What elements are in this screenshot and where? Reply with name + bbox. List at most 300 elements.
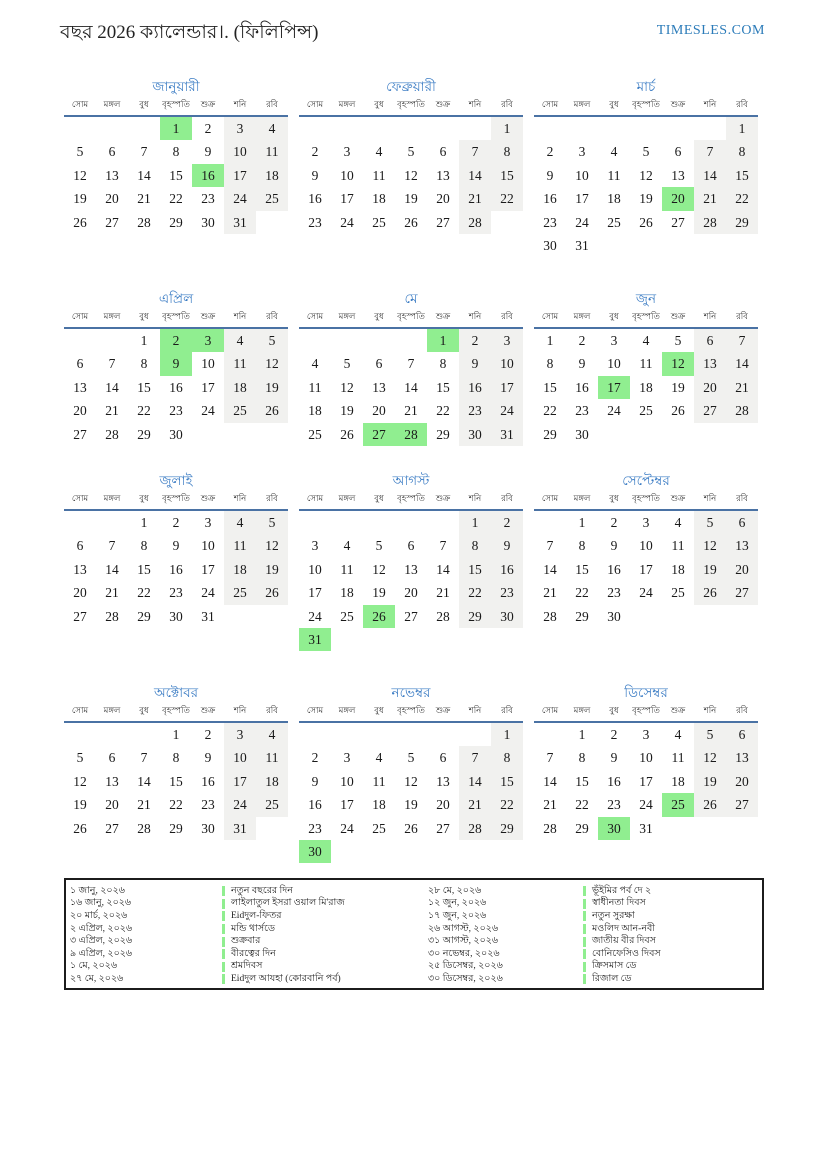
day-cell: 28 bbox=[105, 608, 119, 624]
day-cell: 7 bbox=[459, 746, 491, 769]
day-cell: 30 bbox=[169, 608, 183, 624]
day-cell: 4 bbox=[256, 117, 288, 140]
day-cell bbox=[96, 117, 128, 140]
day-cell: 29 bbox=[169, 214, 183, 230]
day-cell: 6 bbox=[694, 329, 726, 352]
holiday-date: ৩১ আগস্ট, ২০২৬ bbox=[428, 936, 499, 947]
day-cell: 9 bbox=[311, 167, 319, 183]
weekday-label: শুক্র bbox=[200, 311, 216, 321]
day-cell: 27 bbox=[105, 820, 119, 836]
weekday-header bbox=[534, 704, 758, 723]
day-cell: 26 bbox=[73, 214, 87, 230]
weekday-label: বৃহস্পতি bbox=[632, 311, 660, 321]
day-cell: 15 bbox=[169, 773, 183, 789]
day-cell: 26 bbox=[404, 214, 418, 230]
day-cell bbox=[598, 234, 630, 257]
day-cell: 7 bbox=[546, 538, 554, 554]
day-cell: 19 bbox=[404, 191, 418, 207]
day-cell: 26 bbox=[340, 426, 354, 442]
day-cell: 23 bbox=[491, 581, 523, 604]
day-cell: 5 bbox=[343, 356, 351, 372]
day-cell: 1 bbox=[140, 515, 148, 530]
day-cell: 19 bbox=[73, 797, 87, 813]
day-cell: 8 bbox=[140, 538, 148, 554]
holiday-marker-icon bbox=[222, 937, 225, 947]
day-cell: 4 bbox=[311, 356, 319, 372]
day-cell bbox=[256, 423, 288, 446]
day-cell: 29 bbox=[543, 426, 557, 442]
weekday-header bbox=[64, 310, 288, 329]
day-cell: 23 bbox=[607, 797, 621, 813]
day-cell: 30 bbox=[491, 605, 523, 628]
day-cell bbox=[224, 423, 256, 446]
day-cell: 18 bbox=[256, 164, 288, 187]
weekday-label: রবি bbox=[736, 493, 748, 503]
day-cell bbox=[363, 628, 395, 651]
weekday-label: শনি bbox=[233, 311, 247, 321]
month-calendar bbox=[64, 282, 288, 446]
day-cell: 28 bbox=[726, 399, 758, 422]
weekday-label: রবি bbox=[736, 99, 748, 109]
day-cell bbox=[491, 211, 523, 234]
weekday-header bbox=[64, 98, 288, 117]
day-cell: 13 bbox=[73, 379, 87, 395]
day-cell: 12 bbox=[372, 561, 386, 577]
weekday-label: শনি bbox=[468, 493, 482, 503]
day-cell: 3 bbox=[224, 723, 256, 746]
day-cell bbox=[694, 234, 726, 257]
day-cell: 27 bbox=[671, 214, 685, 230]
day-cell: 23 bbox=[201, 191, 215, 207]
month-title: জুলাই bbox=[159, 473, 193, 488]
day-cell bbox=[726, 423, 758, 446]
day-cell: 14 bbox=[543, 561, 557, 577]
day-cell: 12 bbox=[694, 534, 726, 557]
day-cell: 13 bbox=[105, 167, 119, 183]
day-cell: 15 bbox=[436, 379, 450, 395]
day-cell bbox=[726, 817, 758, 840]
day-cell: 27 bbox=[73, 426, 87, 442]
day-cell: 15 bbox=[459, 558, 491, 581]
weekday-label: রবি bbox=[266, 99, 278, 109]
day-cell: 31 bbox=[224, 817, 256, 840]
day-cell: 3 bbox=[491, 329, 523, 352]
day-cell: 5 bbox=[694, 723, 726, 746]
day-cell: 29 bbox=[726, 211, 758, 234]
day-cell: 24 bbox=[491, 399, 523, 422]
day-cell: 29 bbox=[575, 820, 589, 836]
weekday-label: রবি bbox=[266, 311, 278, 321]
day-cell: 25 bbox=[671, 585, 685, 601]
month-calendar bbox=[534, 282, 758, 446]
day-cell bbox=[598, 423, 630, 446]
month-calendar bbox=[64, 70, 288, 257]
weekday-label: বৃহস্পতি bbox=[397, 311, 425, 321]
holiday-date: ১ মে, ২০২৬ bbox=[70, 961, 118, 972]
day-cell: 10 bbox=[340, 167, 354, 183]
day-cell: 29 bbox=[169, 820, 183, 836]
weekday-label: রবি bbox=[501, 493, 513, 503]
day-cell bbox=[395, 329, 427, 352]
day-cell: 25 bbox=[372, 820, 386, 836]
day-cell bbox=[395, 628, 427, 651]
month-title: জুন bbox=[635, 291, 657, 306]
day-cell: 15 bbox=[575, 561, 589, 577]
day-cell: 17 bbox=[224, 770, 256, 793]
month-calendar bbox=[534, 464, 758, 651]
holiday-day-cell: 12 bbox=[662, 352, 694, 375]
day-cell: 18 bbox=[256, 770, 288, 793]
day-cell bbox=[598, 117, 630, 140]
day-cell: 18 bbox=[671, 561, 685, 577]
day-cell: 16 bbox=[607, 773, 621, 789]
day-cell bbox=[256, 211, 288, 234]
day-cell bbox=[395, 117, 427, 140]
day-cell: 10 bbox=[491, 352, 523, 375]
site-link[interactable]: TIMESLES.COM bbox=[656, 23, 765, 38]
day-cell: 9 bbox=[578, 356, 586, 372]
weekday-label: শুক্র bbox=[670, 705, 686, 715]
day-cell: 30 bbox=[575, 426, 589, 442]
day-cell: 9 bbox=[204, 144, 212, 160]
day-cell: 3 bbox=[642, 727, 650, 742]
day-cell: 23 bbox=[607, 585, 621, 601]
day-cell: 11 bbox=[256, 746, 288, 769]
day-cell: 16 bbox=[459, 376, 491, 399]
day-cell: 9 bbox=[204, 750, 212, 766]
day-cell: 7 bbox=[108, 356, 116, 372]
day-cell: 22 bbox=[137, 403, 151, 419]
day-cell bbox=[128, 117, 160, 140]
day-cell: 27 bbox=[436, 820, 450, 836]
day-cell bbox=[363, 117, 395, 140]
day-cell: 9 bbox=[491, 534, 523, 557]
day-cell: 12 bbox=[639, 167, 653, 183]
day-cell: 20 bbox=[73, 585, 87, 601]
holiday-name: লাইলাতুল ইসরা ওয়াল মি'রাজ bbox=[231, 898, 345, 909]
day-cell: 20 bbox=[436, 191, 450, 207]
holiday-marker-icon bbox=[222, 886, 225, 896]
weekday-label: মঙ্গল bbox=[338, 99, 356, 109]
day-cell: 20 bbox=[694, 376, 726, 399]
day-cell: 17 bbox=[639, 561, 653, 577]
day-cell: 10 bbox=[224, 746, 256, 769]
day-cell: 8 bbox=[172, 144, 180, 160]
month-calendar bbox=[299, 464, 523, 651]
day-cell: 16 bbox=[201, 773, 215, 789]
day-cell: 25 bbox=[224, 399, 256, 422]
day-cell: 24 bbox=[639, 797, 653, 813]
day-cell: 24 bbox=[201, 585, 215, 601]
day-cell: 11 bbox=[224, 534, 256, 557]
day-cell: 11 bbox=[372, 773, 386, 789]
day-cell: 29 bbox=[491, 817, 523, 840]
day-cell: 1 bbox=[546, 333, 554, 348]
day-cell: 13 bbox=[694, 352, 726, 375]
weekday-header bbox=[534, 98, 758, 117]
day-cell: 2 bbox=[610, 515, 618, 530]
day-cell bbox=[694, 117, 726, 140]
day-cell bbox=[694, 817, 726, 840]
day-cell: 18 bbox=[224, 376, 256, 399]
day-cell: 6 bbox=[108, 750, 116, 766]
day-cell: 20 bbox=[372, 403, 386, 419]
day-cell: 22 bbox=[169, 191, 183, 207]
day-cell: 20 bbox=[73, 403, 87, 419]
day-cell: 5 bbox=[375, 538, 383, 554]
day-cell bbox=[534, 511, 566, 534]
month-calendar bbox=[534, 676, 758, 863]
day-cell: 21 bbox=[137, 191, 151, 207]
day-cell: 26 bbox=[73, 820, 87, 836]
weekday-header bbox=[299, 98, 523, 117]
holiday-day-cell: 25 bbox=[662, 793, 694, 816]
day-cell: 9 bbox=[546, 167, 554, 183]
weekday-label: মঙ্গল bbox=[103, 705, 121, 715]
day-cell: 1 bbox=[140, 333, 148, 348]
day-cell: 20 bbox=[404, 585, 418, 601]
day-cell bbox=[662, 605, 694, 628]
day-cell: 27 bbox=[105, 214, 119, 230]
holiday-marker-icon bbox=[583, 924, 586, 934]
day-cell bbox=[331, 840, 363, 863]
day-cell: 3 bbox=[610, 333, 618, 348]
month-row-2 bbox=[64, 282, 758, 446]
weekday-label: শুক্র bbox=[435, 311, 451, 321]
day-cell: 22 bbox=[543, 403, 557, 419]
day-cell: 22 bbox=[137, 585, 151, 601]
day-cell: 4 bbox=[610, 144, 618, 160]
day-cell: 21 bbox=[436, 585, 450, 601]
holiday-day-cell: 3 bbox=[192, 329, 224, 352]
day-cell: 23 bbox=[459, 399, 491, 422]
day-cell: 26 bbox=[256, 581, 288, 604]
day-cell bbox=[299, 511, 331, 534]
day-cell: 30 bbox=[543, 237, 557, 253]
day-cell: 29 bbox=[459, 605, 491, 628]
day-cell: 7 bbox=[459, 140, 491, 163]
holiday-day-cell: 1 bbox=[427, 329, 459, 352]
day-cell: 8 bbox=[140, 356, 148, 372]
day-cell bbox=[363, 723, 395, 746]
day-cell: 13 bbox=[726, 534, 758, 557]
weekday-label: বৃহস্পতি bbox=[162, 99, 190, 109]
day-cell bbox=[395, 840, 427, 863]
day-cell: 31 bbox=[201, 608, 215, 624]
day-cell: 9 bbox=[311, 773, 319, 789]
day-cell: 16 bbox=[607, 561, 621, 577]
day-cell: 7 bbox=[694, 140, 726, 163]
day-cell: 26 bbox=[694, 581, 726, 604]
day-cell: 6 bbox=[439, 750, 447, 766]
day-cell: 14 bbox=[459, 164, 491, 187]
weekday-label: শুক্র bbox=[435, 99, 451, 109]
day-cell bbox=[331, 628, 363, 651]
day-cell: 1 bbox=[172, 727, 180, 742]
day-cell: 14 bbox=[105, 379, 119, 395]
weekday-label: সোম bbox=[306, 493, 324, 503]
day-cell: 13 bbox=[671, 167, 685, 183]
day-cell bbox=[64, 329, 96, 352]
month-title: আগস্ট bbox=[392, 473, 430, 488]
holiday-date: ২৮ মে, ২০২৬ bbox=[428, 885, 482, 896]
weekday-label: শুক্র bbox=[670, 493, 686, 503]
weekday-label: বৃহস্পতি bbox=[632, 493, 660, 503]
holiday-marker-icon bbox=[583, 911, 586, 921]
day-cell: 31 bbox=[224, 211, 256, 234]
holiday-day-cell: 26 bbox=[363, 605, 395, 628]
day-grid bbox=[299, 117, 523, 234]
day-cell: 2 bbox=[610, 727, 618, 742]
weekday-label: বুধ bbox=[139, 311, 149, 321]
day-grid bbox=[534, 329, 758, 446]
day-cell: 21 bbox=[543, 585, 557, 601]
day-cell: 1 bbox=[726, 117, 758, 140]
weekday-label: শুক্র bbox=[670, 311, 686, 321]
day-cell: 13 bbox=[436, 773, 450, 789]
day-cell: 9 bbox=[172, 538, 180, 554]
day-cell bbox=[331, 723, 363, 746]
weekday-label: মঙ্গল bbox=[338, 705, 356, 715]
day-cell: 30 bbox=[201, 214, 215, 230]
day-cell: 2 bbox=[578, 333, 586, 348]
day-cell bbox=[630, 423, 662, 446]
day-cell: 18 bbox=[372, 191, 386, 207]
month-calendar bbox=[534, 70, 758, 257]
day-cell bbox=[128, 723, 160, 746]
day-cell: 31 bbox=[575, 237, 589, 253]
day-cell: 17 bbox=[340, 797, 354, 813]
day-cell: 29 bbox=[575, 608, 589, 624]
day-cell: 11 bbox=[671, 750, 685, 766]
day-cell: 16 bbox=[308, 191, 322, 207]
day-cell: 27 bbox=[694, 399, 726, 422]
day-cell: 16 bbox=[575, 379, 589, 395]
holiday-marker-icon bbox=[583, 899, 586, 909]
day-cell: 1 bbox=[578, 515, 586, 530]
day-cell bbox=[395, 511, 427, 534]
day-cell: 5 bbox=[407, 144, 415, 160]
weekday-label: বুধ bbox=[609, 99, 619, 109]
day-cell: 10 bbox=[639, 538, 653, 554]
day-cell: 13 bbox=[726, 746, 758, 769]
holiday-day-cell: 17 bbox=[598, 376, 630, 399]
day-cell: 25 bbox=[256, 793, 288, 816]
day-grid bbox=[299, 511, 523, 651]
day-cell: 17 bbox=[340, 191, 354, 207]
day-cell: 25 bbox=[224, 581, 256, 604]
weekday-label: রবি bbox=[501, 99, 513, 109]
month-calendar bbox=[299, 676, 523, 863]
day-cell: 22 bbox=[726, 187, 758, 210]
day-cell bbox=[224, 605, 256, 628]
day-cell: 18 bbox=[340, 585, 354, 601]
weekday-label: সোম bbox=[541, 99, 559, 109]
day-cell: 24 bbox=[224, 793, 256, 816]
weekday-label: বৃহস্পতি bbox=[632, 705, 660, 715]
day-cell: 8 bbox=[491, 140, 523, 163]
holiday-day-cell: 1 bbox=[160, 117, 192, 140]
day-cell: 27 bbox=[726, 793, 758, 816]
holiday-marker-icon bbox=[583, 974, 586, 984]
weekday-label: শনি bbox=[703, 705, 717, 715]
weekday-label: বৃহস্পতি bbox=[632, 99, 660, 109]
day-cell: 2 bbox=[311, 144, 319, 160]
day-cell: 12 bbox=[256, 352, 288, 375]
day-cell: 8 bbox=[546, 356, 554, 372]
day-cell: 2 bbox=[172, 515, 180, 530]
day-cell: 12 bbox=[73, 773, 87, 789]
day-cell: 15 bbox=[726, 164, 758, 187]
day-cell: 14 bbox=[137, 167, 151, 183]
day-cell bbox=[363, 840, 395, 863]
day-cell: 28 bbox=[543, 608, 557, 624]
holiday-marker-icon bbox=[583, 962, 586, 972]
weekday-label: সোম bbox=[541, 705, 559, 715]
day-cell: 4 bbox=[256, 723, 288, 746]
day-cell: 24 bbox=[224, 187, 256, 210]
weekday-label: বৃহস্পতি bbox=[397, 99, 425, 109]
holiday-name: রিজাল ডে bbox=[592, 973, 632, 984]
day-cell: 28 bbox=[543, 820, 557, 836]
holiday-date: ৩০ নভেম্বর, ২০২৬ bbox=[428, 948, 500, 959]
day-cell bbox=[96, 723, 128, 746]
holiday-name: ভূঁইমির পর্ব দে ২ bbox=[592, 885, 652, 896]
day-cell bbox=[331, 117, 363, 140]
holiday-date: ১৭ জুন, ২০২৬ bbox=[428, 910, 487, 921]
day-cell: 29 bbox=[137, 426, 151, 442]
day-cell: 16 bbox=[169, 379, 183, 395]
day-cell: 3 bbox=[224, 117, 256, 140]
day-cell: 28 bbox=[694, 211, 726, 234]
day-cell: 2 bbox=[311, 750, 319, 766]
day-cell bbox=[395, 723, 427, 746]
holiday-date: ১ জানু, ২০২৬ bbox=[70, 885, 125, 896]
weekday-label: রবি bbox=[501, 311, 513, 321]
day-cell bbox=[459, 117, 491, 140]
day-cell bbox=[96, 511, 128, 534]
day-cell: 3 bbox=[642, 515, 650, 530]
weekday-label: সোম bbox=[306, 705, 324, 715]
month-title: নভেম্বর bbox=[391, 685, 431, 700]
day-cell: 19 bbox=[340, 403, 354, 419]
holiday-date: ২ এপ্রিল, ২০২৬ bbox=[70, 923, 133, 934]
day-cell: 26 bbox=[639, 214, 653, 230]
weekday-label: বুধ bbox=[374, 99, 384, 109]
day-cell: 5 bbox=[642, 144, 650, 160]
day-grid bbox=[64, 117, 288, 234]
holiday-day-cell: 16 bbox=[192, 164, 224, 187]
day-cell: 31 bbox=[639, 820, 653, 836]
weekday-label: বুধ bbox=[374, 493, 384, 503]
day-cell: 6 bbox=[108, 144, 116, 160]
day-cell bbox=[331, 511, 363, 534]
weekday-label: বৃহস্পতি bbox=[397, 493, 425, 503]
day-cell bbox=[694, 605, 726, 628]
day-cell: 9 bbox=[459, 352, 491, 375]
day-cell: 23 bbox=[308, 214, 322, 230]
day-cell: 23 bbox=[308, 820, 322, 836]
holiday-day-cell: 31 bbox=[299, 628, 331, 651]
weekday-label: বৃহস্পতি bbox=[162, 493, 190, 503]
day-cell: 2 bbox=[204, 121, 212, 136]
day-cell: 19 bbox=[671, 379, 685, 395]
weekday-label: মঙ্গল bbox=[573, 99, 591, 109]
day-cell: 10 bbox=[308, 561, 322, 577]
day-cell: 3 bbox=[343, 144, 351, 160]
day-cell: 19 bbox=[256, 376, 288, 399]
day-cell: 3 bbox=[311, 538, 319, 554]
